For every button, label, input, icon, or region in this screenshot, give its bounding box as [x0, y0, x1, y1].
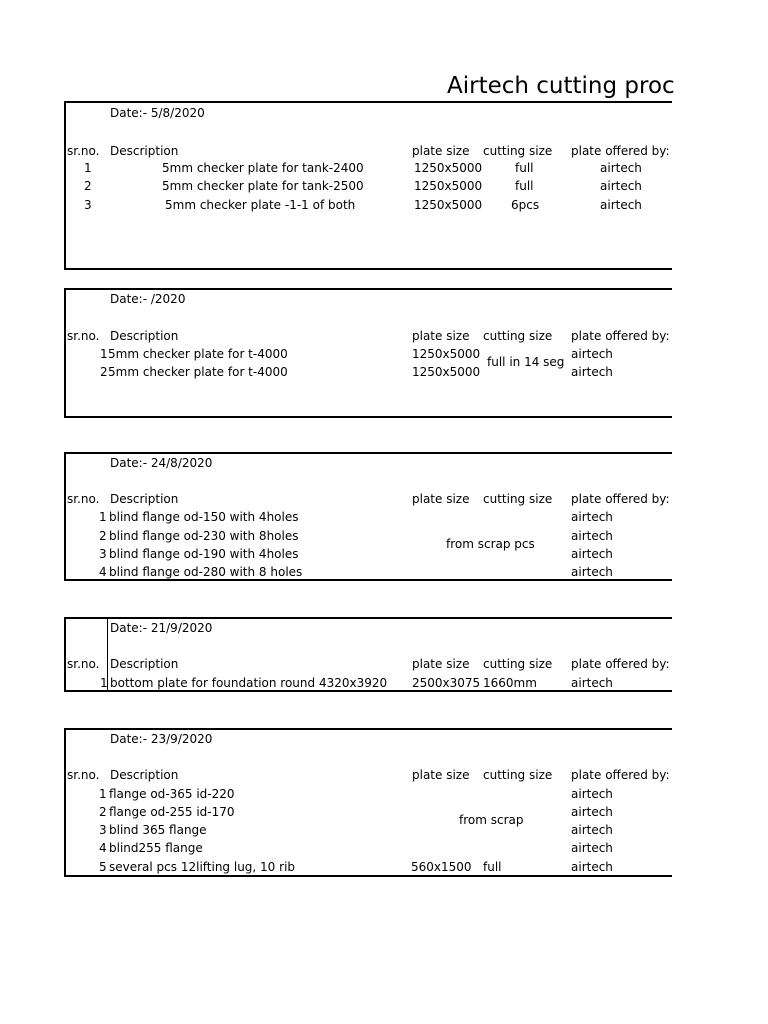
row-description: 5mm checker plate for t-4000 — [108, 347, 288, 361]
row-description: blind flange od-150 with 4holes — [109, 510, 299, 524]
header-description: Description — [110, 657, 179, 671]
header-plate-offered: plate offered by: — [571, 492, 670, 506]
page-title: Airtech cutting proc — [447, 73, 675, 99]
row-description: 5mm checker plate -1-1 of both — [165, 198, 356, 212]
row-number: 4 — [99, 565, 107, 579]
header-cutting-size: cutting size — [483, 657, 553, 671]
row-description: blind flange od-230 with 8holes — [109, 529, 299, 543]
row-description: flange od-365 id-220 — [109, 787, 235, 801]
row-description: blind flange od-190 with 4holes — [109, 547, 299, 561]
row-number: 2 — [99, 805, 107, 819]
header-plate-size: plate size — [412, 492, 470, 506]
row-number: 1 — [99, 787, 107, 801]
header-srno: sr.no. — [67, 657, 100, 671]
header-cutting-size: cutting size — [483, 144, 553, 158]
header-description: Description — [110, 144, 179, 158]
header-description: Description — [110, 492, 179, 506]
cutting-block-2 — [64, 288, 672, 418]
row-plate-size: 1250x5000 — [414, 179, 483, 193]
header-plate-size: plate size — [412, 768, 470, 782]
merged-note: from scrap pcs — [446, 537, 535, 551]
row-number: 2 — [99, 529, 107, 543]
row-description: flange od-255 id-170 — [109, 805, 235, 819]
row-number: 1 — [100, 676, 108, 690]
row-number: 4 — [99, 841, 107, 855]
cutting-block-3 — [64, 452, 672, 581]
row-offered-by: airtech — [571, 510, 613, 524]
header-plate-offered: plate offered by: — [571, 768, 670, 782]
row-cutting-size: 6pcs — [511, 198, 540, 212]
header-srno: sr.no. — [67, 144, 100, 158]
row-cutting-size: full — [515, 161, 534, 175]
block-date: Date:- 23/9/2020 — [110, 732, 213, 746]
header-description: Description — [110, 329, 179, 343]
row-description: blind flange od-280 with 8 holes — [109, 565, 303, 579]
row-offered-by: airtech — [571, 565, 613, 579]
cutting-block-5 — [64, 728, 672, 877]
row-number: 5 — [99, 860, 107, 874]
row-plate-size: 1250x5000 — [414, 198, 483, 212]
row-offered-by: airtech — [571, 347, 613, 361]
row-offered-by: airtech — [571, 860, 613, 874]
row-number: 1 — [99, 510, 107, 524]
cutting-block-4 — [64, 617, 672, 692]
row-number: 1 — [84, 161, 92, 175]
header-description: Description — [110, 768, 179, 782]
row-cutting-size: full — [483, 860, 502, 874]
block-date: Date:- /2020 — [110, 292, 186, 306]
row-offered-by: airtech — [571, 823, 613, 837]
row-number: 2 — [100, 365, 108, 379]
block-date: Date:- 24/8/2020 — [110, 456, 213, 470]
header-plate-offered: plate offered by: — [571, 144, 670, 158]
row-offered-by: airtech — [571, 805, 613, 819]
header-cutting-size: cutting size — [483, 492, 553, 506]
row-offered-by: airtech — [600, 179, 642, 193]
row-plate-size: 1250x5000 — [414, 161, 483, 175]
header-srno: sr.no. — [67, 329, 100, 343]
row-plate-size: 560x1500 — [411, 860, 472, 874]
header-cutting-size: cutting size — [483, 329, 553, 343]
block-date: Date:- 5/8/2020 — [110, 106, 205, 120]
row-number: 3 — [99, 547, 107, 561]
header-cutting-size: cutting size — [483, 768, 553, 782]
row-description: several pcs 12lifting lug, 10 rib — [109, 860, 296, 874]
row-offered-by: airtech — [571, 841, 613, 855]
row-offered-by: airtech — [571, 787, 613, 801]
row-plate-size: 2500x3075 — [412, 676, 481, 690]
row-description: 5mm checker plate for tank-2400 — [162, 161, 364, 175]
row-cutting-size: 1660mm — [483, 676, 537, 690]
row-cutting-size: full — [515, 179, 534, 193]
row-description: blind 365 flange — [109, 823, 207, 837]
row-offered-by: airtech — [600, 198, 642, 212]
header-srno: sr.no. — [67, 492, 100, 506]
row-description: 5mm checker plate for t-4000 — [108, 365, 288, 379]
header-srno: sr.no. — [67, 768, 100, 782]
row-offered-by: airtech — [571, 529, 613, 543]
row-plate-size: 1250x5000 — [412, 365, 481, 379]
header-plate-offered: plate offered by: — [571, 657, 670, 671]
row-description: 5mm checker plate for tank-2500 — [162, 179, 364, 193]
row-offered-by: airtech — [571, 547, 613, 561]
cutting-block-1 — [64, 101, 672, 270]
row-number: 1 — [100, 347, 108, 361]
row-description: blind255 flange — [109, 841, 203, 855]
block-date: Date:- 21/9/2020 — [110, 621, 213, 635]
merged-cutting-size: full in 14 seg — [487, 355, 565, 369]
row-offered-by: airtech — [600, 161, 642, 175]
row-number: 2 — [84, 179, 92, 193]
row-number: 3 — [99, 823, 107, 837]
header-plate-size: plate size — [412, 657, 470, 671]
row-offered-by: airtech — [571, 365, 613, 379]
header-plate-offered: plate offered by: — [571, 329, 670, 343]
row-plate-size: 1250x5000 — [412, 347, 481, 361]
row-description: bottom plate for foundation round 4320x3920 — [110, 676, 388, 690]
row-number: 3 — [84, 198, 92, 212]
header-plate-size: plate size — [412, 329, 470, 343]
header-plate-size: plate size — [412, 144, 470, 158]
row-offered-by: airtech — [571, 676, 613, 690]
merged-note: from scrap — [459, 813, 524, 827]
